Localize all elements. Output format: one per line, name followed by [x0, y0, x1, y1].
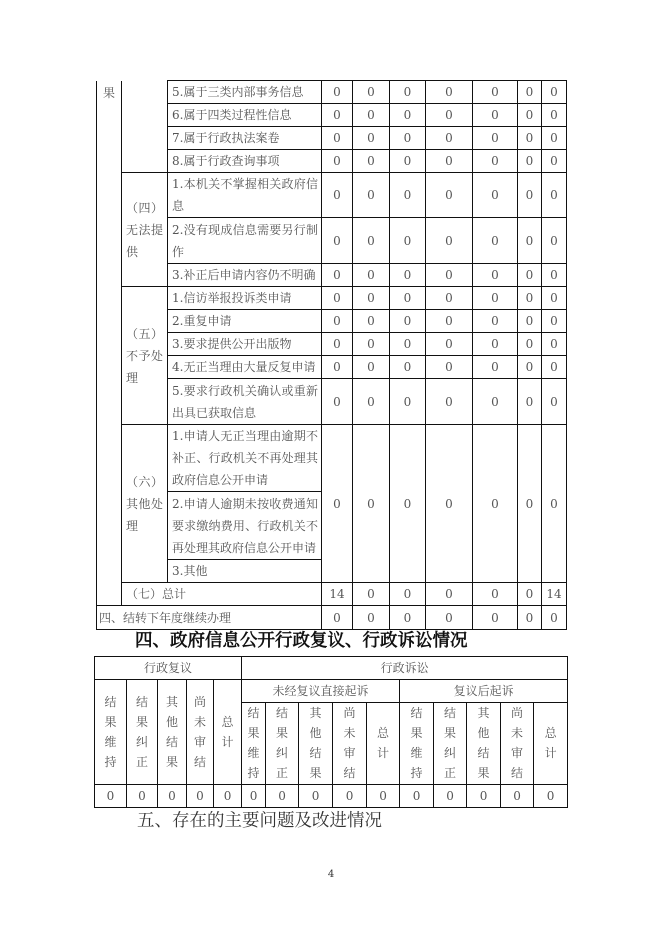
value-cell: 0: [390, 81, 426, 104]
value-cell: 0: [322, 173, 353, 218]
value-cell: 0: [518, 150, 542, 173]
item-label: 6.属于四类过程性信息: [168, 104, 322, 127]
value-cell: 0: [542, 218, 567, 264]
value-cell: 0: [426, 104, 473, 127]
value-cell: 14: [322, 583, 353, 606]
section-heading-problems-improvements: 五、存在的主要问题及改进情况: [137, 811, 382, 831]
value-cell: 0: [322, 150, 353, 173]
value-cell: 0: [473, 606, 518, 630]
item-label: 2.申请人逾期未按收费通知要求缴纳费用、行政机关不再处理其政府信息公开申请: [168, 492, 322, 560]
column-header: [367, 703, 400, 785]
value-cell: 0: [158, 785, 187, 808]
value-cell: 0: [353, 104, 390, 127]
value-cell: 0: [353, 150, 390, 173]
table-row: [97, 127, 567, 150]
value-cell: 14: [542, 583, 567, 606]
item-label: 5.属于三类内部事务信息: [168, 81, 322, 104]
value-cell: 0: [322, 127, 353, 150]
value-cell: 0: [473, 310, 518, 333]
value-cell: 0: [518, 81, 542, 104]
value-cell: 0: [542, 287, 567, 310]
value-cell: 0: [400, 785, 434, 808]
column-header: [333, 703, 367, 785]
value-cell: 0: [518, 379, 542, 425]
value-cell: 0: [426, 379, 473, 425]
value-cell: 0: [426, 333, 473, 356]
table-row: [97, 333, 567, 356]
value-cell: 0: [426, 606, 473, 630]
column-header-label: 结果维持: [410, 706, 423, 780]
value-cell: 0: [390, 173, 426, 218]
value-cell: 0: [542, 379, 567, 425]
value-cell: 0: [542, 173, 567, 218]
category-unable-to-provide: （四）无法提供: [122, 173, 168, 287]
value-cell: 0: [390, 606, 426, 630]
value-cell: 0: [353, 425, 390, 583]
value-cell: 0: [473, 104, 518, 127]
table-row: [97, 264, 567, 287]
value-cell: 0: [390, 583, 426, 606]
table-row: [97, 150, 567, 173]
column-header-label: 结果维持: [247, 706, 260, 780]
value-cell: 0: [518, 425, 542, 583]
value-cell: 0: [95, 785, 127, 808]
value-cell: 0: [426, 173, 473, 218]
value-cell: 0: [322, 333, 353, 356]
column-header-label: 其他结果: [166, 694, 179, 769]
column-header-label: 总计: [377, 726, 390, 760]
item-label: 5.要求行政机关确认或重新出具已获取信息: [168, 379, 322, 425]
value-cell: 0: [390, 379, 426, 425]
column-header: [400, 703, 434, 785]
value-cell: 0: [353, 173, 390, 218]
value-cell: 0: [390, 356, 426, 379]
value-cell: 0: [473, 150, 518, 173]
value-cell: 0: [390, 264, 426, 287]
value-cell: 0: [390, 333, 426, 356]
value-cell: 0: [426, 127, 473, 150]
value-cell: 0: [473, 127, 518, 150]
value-cell: 0: [518, 287, 542, 310]
value-cell: 0: [353, 264, 390, 287]
value-cell: 0: [266, 785, 299, 808]
value-cell: 0: [333, 785, 367, 808]
item-label: 3.补正后申请内容仍不明确: [168, 264, 322, 287]
value-cell: 0: [467, 785, 501, 808]
value-cell: 0: [473, 333, 518, 356]
review-litigation-table: [94, 656, 568, 808]
header-administrative-review: 行政复议: [95, 657, 242, 680]
value-cell: 0: [501, 785, 534, 808]
value-cell: 0: [322, 356, 353, 379]
value-cell: 0: [322, 81, 353, 104]
value-cell: 0: [390, 127, 426, 150]
column-header: [266, 703, 299, 785]
value-cell: 0: [322, 287, 353, 310]
table-row: [97, 425, 567, 492]
value-cell: 0: [214, 785, 242, 808]
item-label: 8.属于行政查询事项: [168, 150, 322, 173]
value-cell: 0: [426, 264, 473, 287]
value-cell: 0: [322, 310, 353, 333]
column-header-label: 结果纠正: [276, 706, 289, 780]
value-cell: 0: [390, 104, 426, 127]
value-cell: 0: [542, 310, 567, 333]
column-header: [467, 703, 501, 785]
value-cell: 0: [542, 333, 567, 356]
header-direct-suit: 未经复议直接起诉: [242, 680, 400, 703]
category-cell-continued: [122, 81, 168, 173]
value-cell: 0: [353, 379, 390, 425]
column-header-label: 其他结果: [477, 706, 490, 780]
value-cell: 0: [127, 785, 158, 808]
value-cell: 0: [426, 310, 473, 333]
item-label: 3.其他: [168, 560, 322, 583]
item-label: 1.信访举报投诉类申请: [168, 287, 322, 310]
value-cell: 0: [322, 264, 353, 287]
handling-results-table: [96, 80, 567, 630]
table-row: [97, 310, 567, 333]
value-cell: 0: [542, 356, 567, 379]
value-cell: 0: [518, 127, 542, 150]
column-header-label: 结果维持: [104, 694, 117, 769]
value-cell: 0: [322, 379, 353, 425]
item-label: 2.没有现成信息需要另行制作: [168, 218, 322, 264]
category-other-handling: （六）其他处理: [122, 425, 168, 583]
value-cell: 0: [518, 583, 542, 606]
column-header: [95, 680, 127, 785]
total-label: （七）总计: [122, 583, 322, 606]
column-header-label: 结果纠正: [136, 694, 149, 769]
value-cell: 0: [518, 218, 542, 264]
column-header-label: 结果纠正: [444, 706, 457, 780]
value-cell: 0: [390, 310, 426, 333]
value-cell: 0: [353, 81, 390, 104]
value-cell: 0: [542, 264, 567, 287]
column-header: [127, 680, 158, 785]
table-header-row: [95, 680, 568, 703]
value-cell: 0: [542, 127, 567, 150]
item-label: 3.要求提供公开出版物: [168, 333, 322, 356]
value-cell: 0: [426, 425, 473, 583]
value-cell: 0: [299, 785, 333, 808]
header-administrative-litigation: 行政诉讼: [242, 657, 568, 680]
table-row: [97, 287, 567, 310]
value-cell: 0: [518, 173, 542, 218]
section-heading-review-litigation: 四、政府信息公开行政复议、行政诉讼情况: [135, 631, 468, 651]
table-row: [97, 173, 567, 218]
value-cell: 0: [426, 150, 473, 173]
item-label: 1.本机关不掌握相关政府信息: [168, 173, 322, 218]
column-header: [501, 703, 534, 785]
column-header: [158, 680, 187, 785]
value-cell: 0: [242, 785, 266, 808]
total-row: [97, 583, 567, 606]
value-cell: 0: [542, 81, 567, 104]
column-header: [534, 703, 568, 785]
column-header: [434, 703, 467, 785]
value-cell: 0: [353, 583, 390, 606]
value-cell: 0: [353, 287, 390, 310]
value-cell: 0: [542, 104, 567, 127]
value-cell: 0: [473, 425, 518, 583]
value-cell: 0: [322, 104, 353, 127]
value-cell: 0: [367, 785, 400, 808]
value-cell: 0: [542, 150, 567, 173]
item-label: 7.属于行政执法案卷: [168, 127, 322, 150]
table-row: [97, 81, 567, 104]
item-label: 4.无正当理由大量反复申请: [168, 356, 322, 379]
value-cell: 0: [353, 218, 390, 264]
table-row: [97, 379, 567, 425]
value-cell: 0: [426, 81, 473, 104]
table-header-row: [95, 657, 568, 680]
column-header-label: 总计: [544, 726, 557, 760]
value-cell: 0: [434, 785, 467, 808]
column-header: [299, 703, 333, 785]
column-header-label: 其他结果: [309, 706, 322, 780]
page-number: 4: [327, 869, 335, 880]
value-cell: 0: [518, 356, 542, 379]
value-cell: 0: [473, 218, 518, 264]
value-cell: 0: [353, 606, 390, 630]
continuation-label: 果: [97, 81, 122, 606]
header-suit-after-review: 复议后起诉: [400, 680, 568, 703]
value-cell: 0: [187, 785, 214, 808]
value-cell: 0: [518, 333, 542, 356]
item-label: 2.重复申请: [168, 310, 322, 333]
value-cell: 0: [426, 356, 473, 379]
value-cell: 0: [322, 425, 353, 583]
value-cell: 0: [534, 785, 568, 808]
value-cell: 0: [473, 81, 518, 104]
value-cell: 0: [322, 606, 353, 630]
value-cell: 0: [473, 379, 518, 425]
value-cell: 0: [353, 127, 390, 150]
value-cell: 0: [390, 218, 426, 264]
value-cell: 0: [542, 606, 567, 630]
column-header: [214, 680, 242, 785]
column-header: [187, 680, 214, 785]
carried-over-label: 四、结转下年度继续办理: [97, 606, 322, 630]
value-cell: 0: [426, 287, 473, 310]
value-cell: 0: [390, 425, 426, 583]
value-cell: 0: [390, 150, 426, 173]
value-cell: 0: [518, 310, 542, 333]
value-cell: 0: [353, 333, 390, 356]
value-cell: 0: [353, 356, 390, 379]
value-cell: 0: [518, 104, 542, 127]
table-row: [97, 104, 567, 127]
value-cell: 0: [353, 310, 390, 333]
item-label: 1.申请人无正当理由逾期不补正、行政机关不再处理其政府信息公开申请: [168, 425, 322, 492]
value-cell: 0: [518, 606, 542, 630]
column-header-label: 尚未审结: [194, 694, 207, 769]
column-header: [242, 703, 266, 785]
column-header-label: 尚未审结: [343, 706, 356, 780]
value-cell: 0: [542, 425, 567, 583]
column-header-label: 尚未审结: [511, 706, 524, 780]
value-cell: 0: [390, 287, 426, 310]
value-cell: 0: [518, 264, 542, 287]
table-row: [97, 356, 567, 379]
value-cell: 0: [473, 173, 518, 218]
table-row: [95, 785, 568, 808]
value-cell: 0: [473, 583, 518, 606]
category-not-processed: （五）不予处理: [122, 287, 168, 425]
value-cell: 0: [473, 264, 518, 287]
table-row: [97, 218, 567, 264]
carried-over-row: [97, 606, 567, 630]
value-cell: 0: [426, 583, 473, 606]
value-cell: 0: [426, 218, 473, 264]
value-cell: 0: [473, 356, 518, 379]
column-header-label: 总计: [221, 714, 234, 749]
value-cell: 0: [473, 287, 518, 310]
value-cell: 0: [322, 218, 353, 264]
